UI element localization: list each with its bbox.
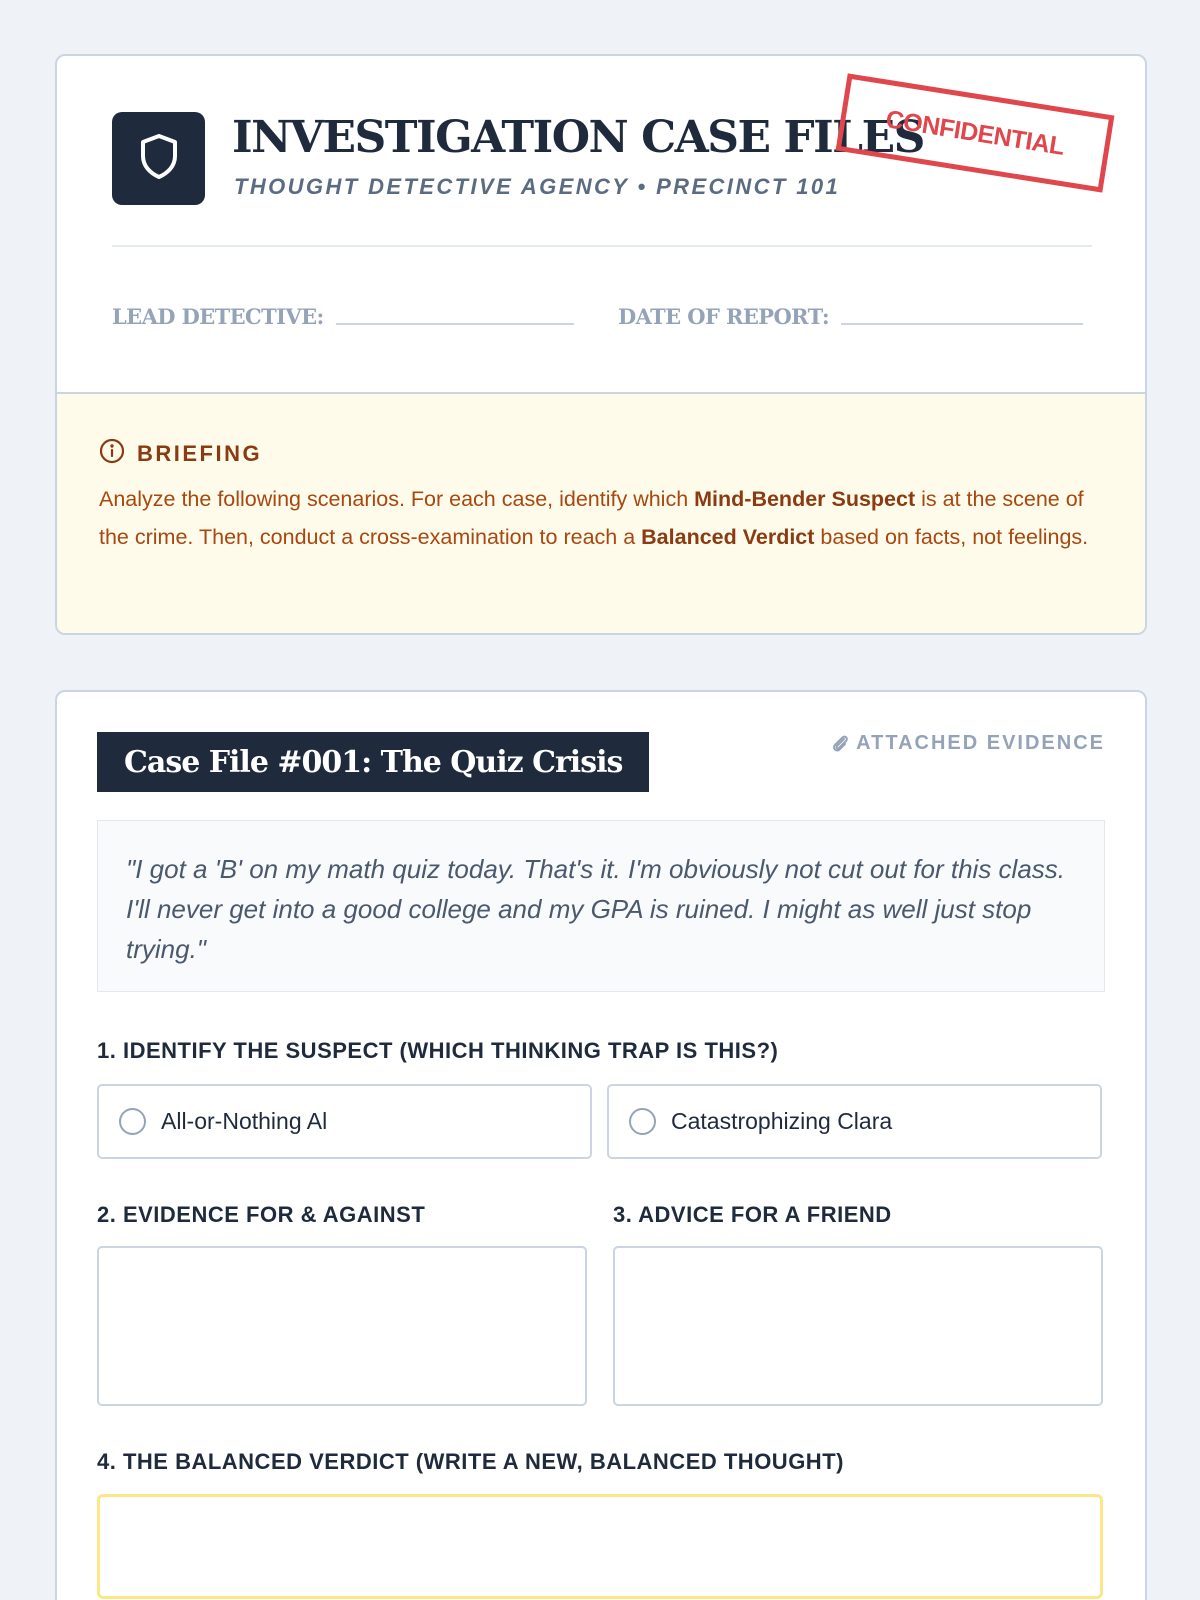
agency-logo [112,112,205,205]
case-file-card [55,690,1147,1600]
briefing-bold-suspect: Mind-Bender Suspect [694,487,916,511]
case-title: Case File #001: The Quiz Crisis [97,732,649,792]
suspect-option-all-or-nothing[interactable] [97,1084,592,1159]
briefing-section [57,392,1145,633]
question-3-label: 3. ADVICE FOR A FRIEND [613,1202,892,1227]
confidential-stamp [836,73,1115,192]
lead-detective-field[interactable] [112,304,574,329]
agency-subtitle: THOUGHT DETECTIVE AGENCY • PRECINCT 101 [234,174,841,199]
date-of-report-line[interactable] [841,323,1083,325]
paperclip-icon [830,733,850,755]
question-2-label: 2. EVIDENCE FOR & AGAINST [97,1202,426,1227]
briefing-text-part-1: Analyze the following scenarios. For each case, identify which [99,487,695,511]
balanced-verdict-input[interactable] [97,1494,1103,1599]
evidence-for-against-input[interactable] [97,1246,587,1406]
page-title: INVESTIGATION CASE FILES [232,112,924,163]
suspect-option-catastrophizing[interactable] [607,1084,1102,1159]
radio-button[interactable] [629,1108,656,1135]
advice-for-friend-input[interactable] [613,1246,1103,1406]
shield-icon [137,132,181,185]
option-label: All-or-Nothing Al [161,1108,328,1134]
evidence-quote: "I got a 'B' on my math quiz today. That's it. I'm obviously not cut out for this class. I'll never get into a good college and my GPA is ruined. I might as well just stop trying." [97,820,1105,992]
option-label: Catastrophizing Clara [671,1108,893,1134]
lead-detective-label: LEAD DETECTIVE: [112,304,324,329]
info-icon [99,438,125,469]
case-files-header-card [55,54,1147,635]
question-4-label: 4. THE BALANCED VERDICT (WRITE A NEW, BALANCED THOUGHT) [97,1449,844,1474]
lead-detective-line[interactable] [336,323,574,325]
attached-evidence-tag [830,732,1105,755]
briefing-text-part-3: based on facts, not feelings. [814,525,1089,549]
briefing-text-part-2: is at the scene of the crime. Then, conduct a cross-examination to reach a [99,487,1084,549]
header-top [57,56,1145,392]
radio-button[interactable] [119,1108,146,1135]
briefing-title: BRIEFING [137,440,263,466]
header-divider [112,245,1092,247]
briefing-header [99,438,262,469]
date-of-report-field[interactable] [618,304,1083,329]
briefing-bold-verdict: Balanced Verdict [641,525,815,549]
attached-evidence-label: ATTACHED EVIDENCE [856,732,1105,754]
question-1-label: 1. IDENTIFY THE SUSPECT (WHICH THINKING TRAP IS THIS?) [97,1038,779,1063]
stamp-text: CONFIDENTIAL [883,104,1067,161]
date-of-report-label: DATE OF REPORT: [618,304,830,329]
briefing-text [99,480,1105,556]
